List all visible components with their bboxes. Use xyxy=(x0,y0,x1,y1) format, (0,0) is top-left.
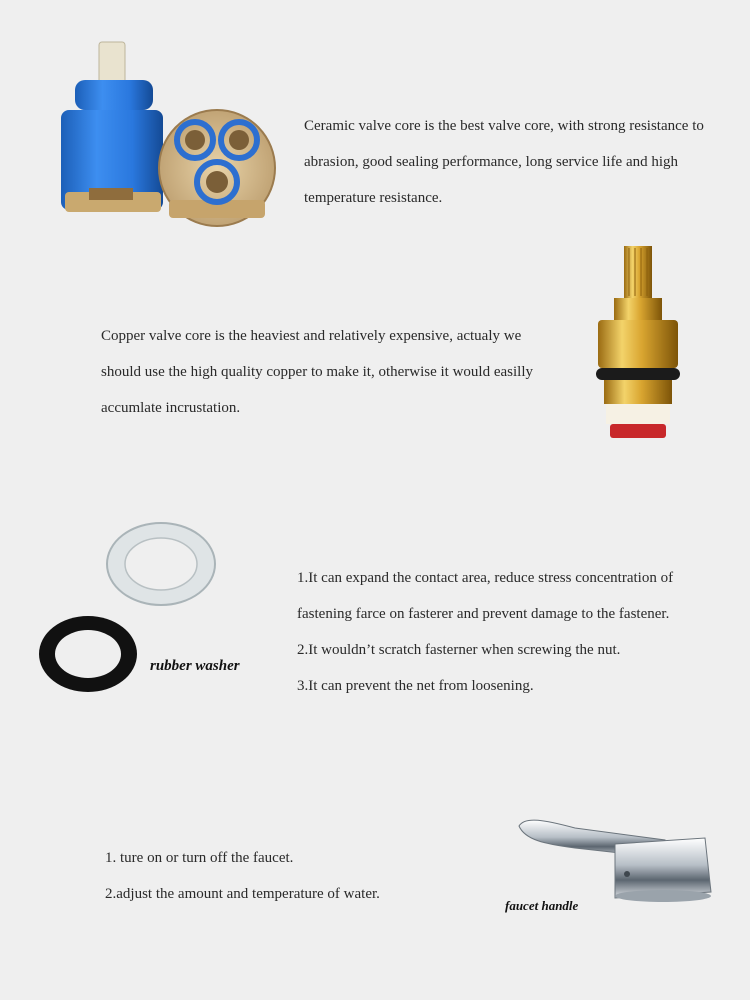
ceramic-line-2: abrasion, good sealing performance, long service life and high xyxy=(304,154,679,170)
washer-line-1: 1.It can expand the contact area, reduce stress concentration of xyxy=(297,570,674,586)
washer-line-3: 2.It wouldn’t scratch fasterner when screwing the nut. xyxy=(297,642,621,658)
ceramic-valve-core-image xyxy=(55,40,275,230)
handle-line-2: 2.adjust the amount and temperature of water. xyxy=(105,886,380,902)
ceramic-valve-section xyxy=(0,0,750,250)
faucet-handle-image xyxy=(515,814,715,904)
copper-valve-section xyxy=(0,240,750,460)
handle-section xyxy=(0,800,750,940)
handle-description xyxy=(105,840,380,912)
copper-line-1: Copper valve core is the heaviest and relatively expensive, actualy we xyxy=(101,328,522,344)
ceramic-line-3: temperature resistance. xyxy=(304,190,443,206)
rubber-washer-caption: rubber washer xyxy=(150,658,240,674)
washer-section xyxy=(0,510,750,710)
washer-line-2: fastening farce on fasterer and prevent damage to the fastener. xyxy=(297,606,670,622)
faucet-handle-caption: faucet handle xyxy=(505,898,579,913)
copper-valve-core-image xyxy=(592,244,684,444)
ceramic-line-1: Ceramic valve core is the best valve core, with strong resistance to xyxy=(304,118,704,134)
washer-description xyxy=(297,560,673,704)
copper-line-2: should use the high quality copper to make it, otherwise it would easilly xyxy=(101,364,534,380)
metal-washer-image xyxy=(105,518,217,608)
copper-description xyxy=(101,318,533,426)
handle-line-1: 1. ture on or turn off the faucet. xyxy=(105,850,294,866)
washer-line-4: 3.It can prevent the net from loosening. xyxy=(297,678,534,694)
copper-line-3: accumlate incrustation. xyxy=(101,400,241,416)
ceramic-description xyxy=(304,108,704,216)
rubber-washer-image xyxy=(38,614,138,694)
